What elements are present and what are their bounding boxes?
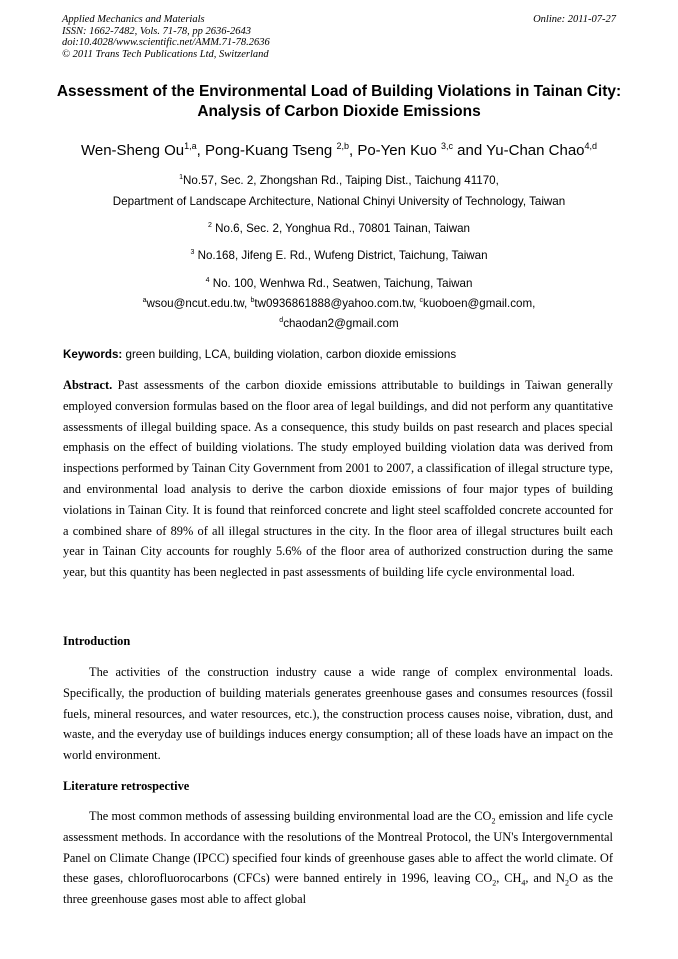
subscript: 2 xyxy=(492,878,497,888)
text-run: emission and life cycle assessment methods. In accordance with the resolutions of the Montreal Protocol, the UN's Intergovernmental Panel on Climate Change (IPCC) specified four kinds of greenhouse gases able to affect the world climate. Of these gases, chlorofluorocarbons (CFCs) were banned entirely in 1996, leaving CO xyxy=(63,809,613,886)
text-run: , CH xyxy=(496,871,522,886)
author-name: Po-Yen Kuo xyxy=(357,142,441,159)
author-name: Pong-Kuang Tseng xyxy=(204,142,337,159)
author-affil-mark: 3,c xyxy=(441,141,454,151)
online-date: Online: 2011-07-27 xyxy=(533,14,616,25)
affil-number: 4 xyxy=(205,277,210,285)
affiliation-2 xyxy=(40,222,638,236)
affil-number: 3 xyxy=(190,249,195,257)
email-mark: b xyxy=(250,297,255,305)
author-separator: and xyxy=(453,142,487,159)
email-mark: d xyxy=(279,317,284,325)
author-name: Wen-Sheng Ou xyxy=(80,142,185,159)
abstract-text: Past assessments of the carbon dioxide emissions attributable to buildings in Taiwan generally employed conversion formulas based on the floor area of legal buildings, and did not perform any quantitative assessments of illegal building space. As a consequence, this study builds on past research and places special emphasis on the effect of building violations. The study employed building violation data was derived from inspections performed by Tainan City Government from 2001 to 2007, a classification of illegal structure type, and environmental load analysis to derive the carbon dioxide emissions of four major types of building violations in Tainan City. It is found that reinforced concrete and light steel scaffolded concrete accounted for a combined share of 89% of all illegal structures in the city. In the floor area of illegal structures built each year in Tainan City accounts for roughly 5.6% of the floor area of authorized construction during the same year, but this quantity has been neglected in past assessments of building life cycle environmental load. xyxy=(63,378,613,580)
author-affil-mark: 4,d xyxy=(584,141,598,151)
email-mark: c xyxy=(419,297,424,305)
affil-number: 1 xyxy=(179,174,184,182)
email-address[interactable]: kuoboen@gmail.com, xyxy=(423,297,536,310)
subscript: 4 xyxy=(521,878,526,888)
text-run: , and N xyxy=(525,871,565,886)
affiliation-3 xyxy=(40,249,638,263)
paper-title: Assessment of the Environmental Load of Building Violations in Tainan City: Analysis of Carbon Dioxide Emissions xyxy=(56,83,622,120)
literature-heading: Literature retrospective xyxy=(63,779,190,793)
journal-doi: doi:10.4028/www.scientific.net/AMM.71-78.2636 xyxy=(62,37,270,49)
email-line-1 xyxy=(40,297,638,311)
email-address[interactable]: wsou@ncut.edu.tw, xyxy=(146,297,251,310)
affil-number: 2 xyxy=(208,222,212,230)
author-affil-mark: 1,a xyxy=(184,141,197,151)
text-run: O as the three greenhouse gases most able to affect global xyxy=(63,871,613,907)
author-separator: , xyxy=(196,142,205,159)
email-address[interactable]: chaodan2@gmail.com xyxy=(283,317,399,330)
introduction-paragraph: The activities of the construction industry cause a wide range of complex environmental loads. Specifically, the production of building materials generates greenhouse gases and consumes resources (fossil fuels, mineral resources, and water resources, etc.), the construction process causes noise, vibration, dust, and waste, and the everyday use of buildings induces energy consumption; all of these loads have an impact on the world environment. xyxy=(63,665,613,763)
affil-address: No.6, Sec. 2, Yonghua Rd., 70801 Tainan, Taiwan xyxy=(211,222,470,235)
affiliation-1-dept: Department of Landscape Architecture, National Chinyi University of Technology, Taiwan xyxy=(112,195,566,208)
author-separator: , xyxy=(348,142,358,159)
author-name: Yu-Chan Chao xyxy=(486,142,585,159)
abstract xyxy=(63,375,613,583)
email-mark: a xyxy=(142,297,147,305)
affil-address: No.168, Jifeng E. Rd., Wufeng District, Taichung, Taiwan xyxy=(194,249,488,262)
email-line-2 xyxy=(40,317,638,331)
keywords-label: Keywords: xyxy=(63,348,123,361)
keywords xyxy=(63,348,623,362)
author-list xyxy=(40,142,638,160)
journal-header xyxy=(62,14,482,60)
journal-issn: ISSN: 1662-7482, Vols. 71-78, pp 2636-2643 xyxy=(62,25,251,37)
affil-address: No. 100, Wenhwa Rd., Seatwen, Taichung, Taiwan xyxy=(209,277,473,290)
author-affil-mark: 2,b xyxy=(336,141,349,151)
abstract-label: Abstract. xyxy=(63,378,113,392)
affil-address: No.57, Sec. 2, Zhongshan Rd., Taiping Dist., Taichung 41170, xyxy=(183,174,499,187)
affiliation-1 xyxy=(40,174,638,188)
journal-name: Applied Mechanics and Materials xyxy=(62,14,205,25)
keywords-text: green building, LCA, building violation, carbon dioxide emissions xyxy=(122,348,457,361)
introduction-heading: Introduction xyxy=(63,634,131,648)
subscript: 2 xyxy=(491,816,496,826)
journal-copyright: © 2011 Trans Tech Publications Ltd, Switzerland xyxy=(62,48,269,60)
affiliation-4 xyxy=(40,277,638,291)
literature-paragraph xyxy=(63,806,613,910)
subscript: 2 xyxy=(564,878,569,888)
text-run: The most common methods of assessing building environmental load are the CO xyxy=(89,809,492,823)
email-address[interactable]: tw0936861888@yahoo.com.tw, xyxy=(254,297,420,310)
